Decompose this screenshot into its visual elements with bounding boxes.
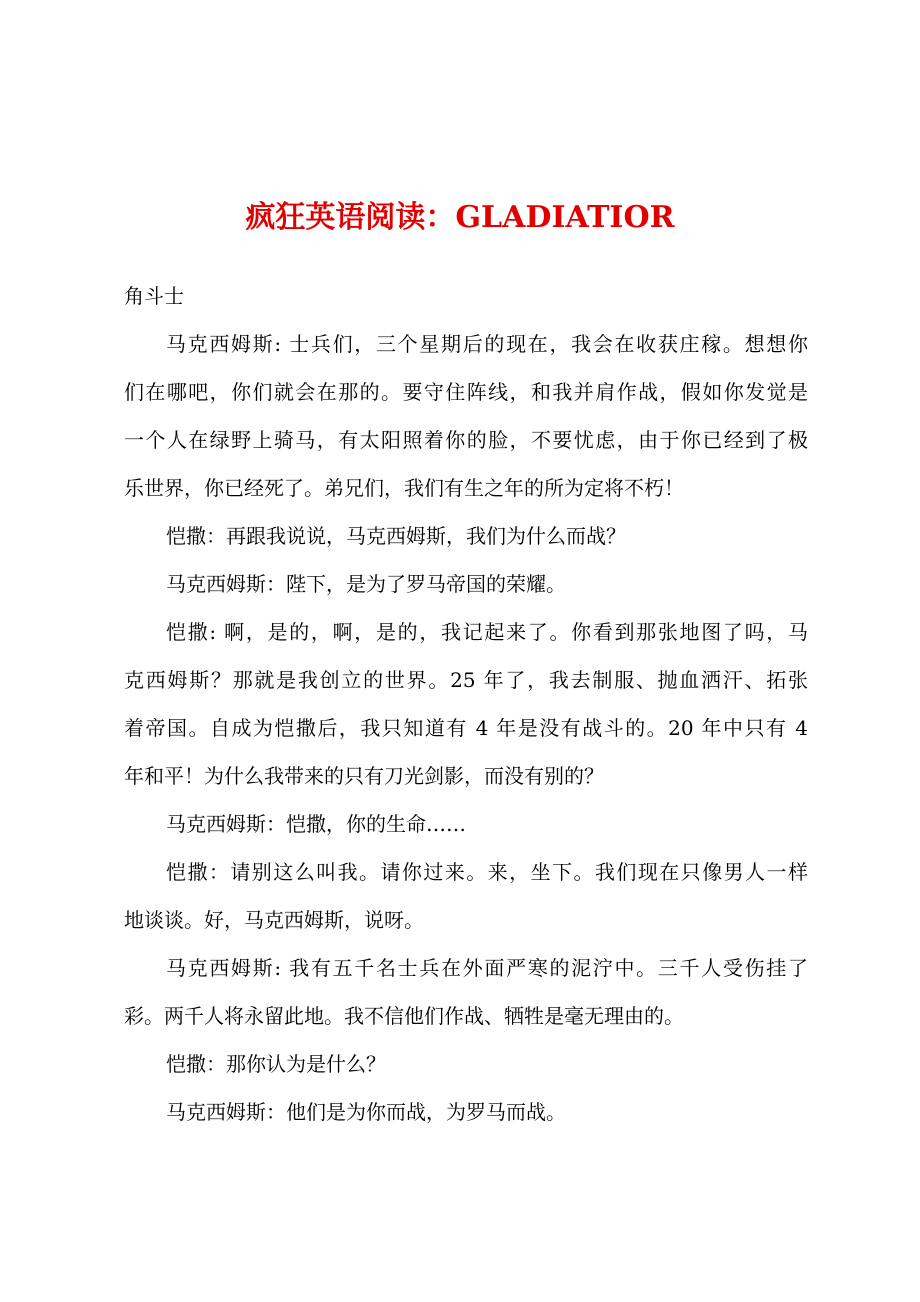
paragraph-line: 马克西姆斯: 我有五千名士兵在外面严寒的泥泞中。三千人受伤挂了 (166, 956, 808, 980)
paragraph (124, 512, 808, 560)
paragraph (124, 944, 808, 1040)
paragraph (124, 1040, 808, 1088)
paragraph (124, 320, 808, 512)
paragraph-line: 一个人在绿野上骑马，有太阳照着你的脸，不要忧虑，由于你已经到了极 (124, 428, 808, 452)
paragraph-line: 彩。两千人将永留此地。我不信他们作战、牺牲是毫无理由的。 (124, 1004, 684, 1028)
paragraph (124, 560, 808, 608)
paragraph-line: 恺撒：再跟我说说，马克西姆斯，我们为什么而战？ (166, 524, 626, 548)
paragraph-line: 马克西姆斯：恺撒，你的生命…… (166, 812, 466, 836)
paragraph-line: 地谈谈。好，马克西姆斯，说呀。 (124, 908, 424, 932)
paragraph (124, 1088, 808, 1136)
paragraph-line: 克西姆斯？那就是我创立的世界。25 年了，我去制服、抛血洒汗、拓张 (124, 668, 808, 692)
paragraph-line: 恺撒: 啊，是的，啊，是的，我记起来了。你看到那张地图了吗，马 (166, 620, 808, 644)
paragraph-line: 恺撒：请别这么叫我。请你过来。来，坐下。我们现在只像男人一样 (166, 860, 808, 884)
paragraph (124, 608, 808, 800)
paragraph-line: 着帝国。自成为恺撒后，我只知道有 4 年是没有战斗的。20 年中只有 4 (124, 716, 808, 740)
subtitle: 角斗士 (124, 284, 184, 308)
paragraphs (124, 320, 808, 1136)
paragraph-line: 马克西姆斯：他们是为你而战，为罗马而战。 (166, 1100, 566, 1124)
document-body (124, 272, 808, 1136)
paragraph-line: 马克西姆斯: 士兵们，三个星期后的现在，我会在收获庄稼。想想你 (166, 332, 808, 356)
paragraph-line: 年和平！为什么我带来的只有刀光剑影，而没有别的？ (124, 764, 604, 788)
paragraph (124, 800, 808, 848)
paragraph-line: 马克西姆斯：陛下，是为了罗马帝国的荣耀。 (166, 572, 566, 596)
paragraph-line: 恺撒：那你认为是什么？ (166, 1052, 386, 1076)
paragraph-line: 乐世界，你已经死了。弟兄们，我们有生之年的所为定将不朽！ (124, 476, 684, 500)
document-title: 疯狂英语阅读：GLADIATIOR (245, 200, 675, 235)
paragraph-line: 们在哪吧，你们就会在那的。要守住阵线，和我并肩作战，假如你发觉是 (124, 380, 808, 404)
paragraph (124, 848, 808, 944)
